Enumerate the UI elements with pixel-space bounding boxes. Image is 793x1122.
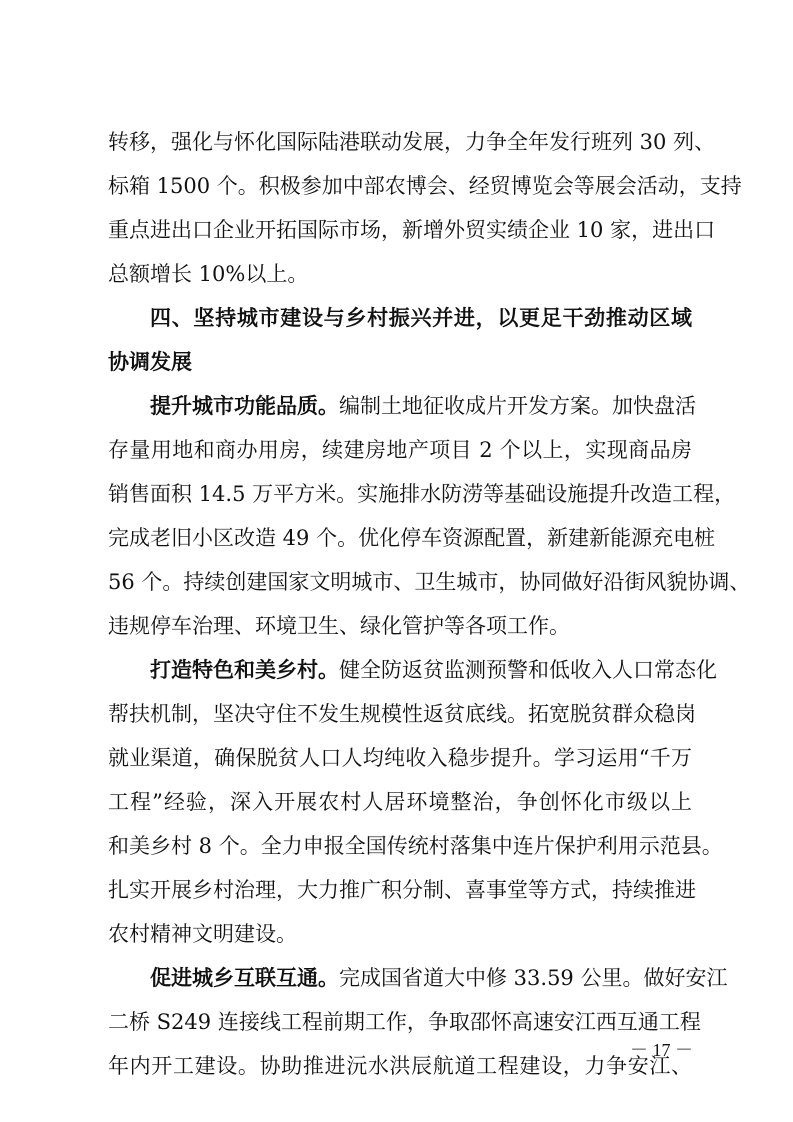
text-line: 农村精神文明建设。: [108, 922, 297, 946]
paragraph-first-line: [108, 648, 717, 692]
text-line: 存量用地和商办用房，续建房地产项目 2 个以上，实现商品房: [108, 438, 692, 462]
paragraph-text: 完成国省道大中修 33.59 公里。做好安江: [339, 966, 728, 990]
text-line: 56 个。持续创建国家文明城市、卫生城市，协同做好沿街风貌协调、: [108, 570, 751, 594]
text-line: 转移，强化与怀化国际陆港联动发展，力争全年发行班列 30 列、: [108, 130, 716, 154]
text-line: 销售面积 14.5 万平方米。实施排水防涝等基础设施提升改造工程，: [108, 482, 736, 506]
text-line: 帮扶机制，坚决守住不发生规模性返贫底线。拓宽脱贫群众稳岗: [108, 702, 696, 726]
section-heading: 四、坚持城市建设与乡村振兴并进，以更足干劲推动区域: [150, 306, 692, 330]
text-line: 违规停车治理、环境卫生、绿化管护等各项工作。: [108, 614, 570, 638]
text-line: 总额增长 10%以上。: [108, 262, 309, 286]
paragraph-first-line: [108, 384, 696, 428]
text-line: 标箱 1500 个。积极参加中部农博会、经贸博览会等展会活动，支持: [108, 174, 742, 198]
text-line: 就业渠道，确保脱贫人口人均纯收入稳步提升。学习运用“千万: [108, 746, 692, 770]
paragraph-lead: 打造特色和美乡村。: [150, 658, 339, 682]
document-body: [108, 120, 751, 1088]
text-line: 扎实开展乡村治理，大力推广积分制、喜事堂等方式，持续推进: [108, 878, 696, 902]
text-line: 年内开工建设。协助推进沅水洪辰航道工程建设，力争安江、: [108, 1054, 692, 1078]
paragraph-first-line: [108, 956, 728, 1000]
text-line: 完成老旧小区改造 49 个。优化停车资源配置，新建新能源充电桩: [108, 526, 716, 550]
text-line: 二桥 S249 连接线工程前期工作，争取邵怀高速安江西互通工程: [108, 1010, 701, 1034]
page-number: － 17 －: [630, 1040, 693, 1060]
section-heading: 协调发展: [108, 350, 192, 374]
paragraph-lead: 提升城市功能品质。: [150, 394, 339, 418]
paragraph-text: 健全防返贫监测预警和低收入人口常态化: [339, 658, 717, 682]
text-line: 和美乡村 8 个。全力申报全国传统村落集中连片保护利用示范县。: [108, 834, 723, 858]
paragraph-text: 编制土地征收成片开发方案。加快盘活: [339, 394, 696, 418]
paragraph-lead: 促进城乡互联互通。: [150, 966, 339, 990]
text-line: 工程”经验，深入开展农村人居环境整治，争创怀化市级以上: [108, 790, 692, 814]
text-line: 重点进出口企业开拓国际市场，新增外贸实绩企业 10 家，进出口: [108, 218, 716, 242]
